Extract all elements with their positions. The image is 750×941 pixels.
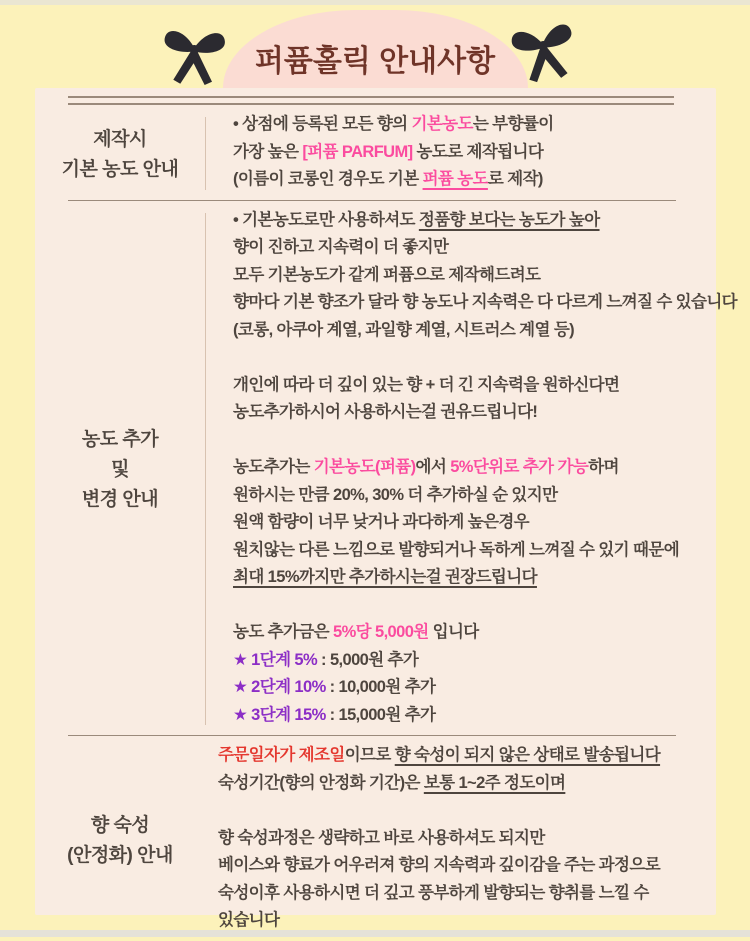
body-text: 농도 추가금은 — [233, 623, 334, 641]
ribbon-bow-icon — [503, 12, 585, 89]
section-aging-stabilization — [35, 736, 716, 941]
section-label — [35, 736, 205, 941]
body-text: 베이스와 향료가 어우러져 향의 지속력과 깊이감을 주는 과정으로 — [218, 856, 661, 874]
section-label-line: 향 숙성 — [90, 814, 150, 836]
text-line — [233, 111, 710, 139]
body-text: 농도로 제작됩니다 — [412, 142, 544, 161]
section-label — [35, 105, 205, 200]
text-line — [233, 139, 710, 167]
body-text: 원하시는 만큼 20%, 30% 더 추가하실 순 있지만 — [233, 485, 558, 504]
body-text: 향 숙성과정은 생략하고 바로 사용하셔도 되지만 — [218, 828, 545, 847]
body-text: : 5,000원 추가 — [317, 650, 419, 669]
text-line — [233, 619, 737, 647]
text-line — [233, 372, 737, 400]
notice-panel — [35, 88, 737, 929]
body-text: (코롱, 아쿠아 계열, 과일향 계열, 시트러스 계열 등) — [233, 320, 575, 339]
body-text: • 상점에 등록된 모든 향의 — [233, 115, 412, 133]
body-text: • 기본농도로만 사용하셔도 — [233, 210, 419, 229]
text-line — [218, 742, 710, 770]
text-line — [233, 317, 737, 345]
text-line — [218, 880, 710, 908]
body-text: 가장 높은 — [233, 142, 303, 161]
body-text: 정품향 보다는 농도가 높아 — [418, 210, 600, 229]
text-line — [233, 509, 737, 537]
text-line — [233, 674, 737, 702]
text-line — [233, 647, 737, 675]
section-content — [206, 105, 716, 200]
body-text: 향 숙성이 되지 않은 상태로 발송됩니다 — [394, 746, 661, 764]
body-text: 이므로 — [344, 746, 395, 764]
text-line — [218, 825, 710, 853]
highlight-text: [퍼퓸 PARFUM] — [302, 142, 413, 161]
text-line — [233, 427, 737, 455]
body-text: 최대 15%까지만 추가하시는걸 권장드립니다 — [233, 568, 537, 586]
text-line — [233, 592, 737, 620]
section-label-line: 제작시 — [93, 128, 147, 150]
section-label-line: 및 — [111, 459, 129, 481]
section-label-line: 농도 추가 — [81, 429, 159, 451]
text-line — [218, 797, 710, 825]
text-line — [233, 207, 737, 235]
section-content — [206, 201, 743, 736]
text-line — [233, 344, 737, 372]
section-label-line: 변경 안내 — [81, 489, 159, 511]
text-line — [233, 289, 737, 317]
text-line — [233, 537, 737, 565]
text-line — [233, 234, 737, 262]
highlight-text: 주문일자가 제조일 — [218, 746, 345, 764]
body-text: 보통 1~2주 정도이며 — [423, 773, 566, 792]
text-line — [233, 399, 737, 427]
highlight-text: ★ 3단계 15% — [233, 705, 326, 724]
body-text: 향마다 기본 향조가 달라 향 농도나 지속력은 다 다르게 느껴질 수 있습니다 — [233, 293, 737, 311]
body-text: 농도추가는 — [233, 458, 314, 476]
text-line — [233, 702, 737, 730]
body-text: 숙성기간(향의 안정화 기간)은 — [218, 773, 424, 792]
page-title: 퍼퓸홀릭 안내사항 — [254, 45, 496, 78]
section-content — [206, 736, 716, 941]
highlight-text: 퍼퓸 농도 — [422, 170, 488, 188]
text-line — [233, 454, 737, 482]
body-text: : 10,000원 추가 — [325, 678, 436, 696]
body-text: 하며 — [588, 458, 619, 476]
section-label-line: 기본 농도 안내 — [61, 158, 179, 180]
double-rule — [68, 96, 674, 105]
highlight-text: 기본농도(퍼퓸) — [313, 458, 416, 476]
body-text: 는 부향률이 — [472, 115, 554, 133]
body-text: 숙성이후 사용하시면 더 깊고 풍부하게 발향되는 향취를 느낄 수 — [218, 883, 649, 902]
body-text: 에서 — [415, 458, 451, 476]
body-text: 있습니다 — [218, 911, 280, 929]
highlight-text: 기본농도 — [411, 115, 473, 133]
sections-body — [35, 105, 737, 941]
section-label — [35, 201, 205, 736]
text-line — [233, 166, 710, 194]
highlight-text: ★ 2단계 10% — [233, 678, 326, 696]
section-base-concentration — [35, 105, 716, 200]
section-label-line: (안정화) 안내 — [67, 844, 173, 866]
body-text: 향이 진하고 지속력이 더 좋지만 — [233, 238, 449, 256]
body-text: 농도추가하시어 사용하시는걸 권유드립니다! — [233, 403, 538, 421]
highlight-text: 5%단위로 추가 가능 — [450, 458, 589, 476]
text-line — [233, 564, 737, 592]
bottom-edge-strip — [0, 930, 750, 937]
section-concentration-add-change — [35, 201, 737, 736]
body-text: 로 제작) — [487, 170, 543, 188]
text-line — [218, 852, 710, 880]
body-text: 모두 기본농도가 같게 퍼퓸으로 제작해드려도 — [233, 265, 541, 284]
body-text: : 15,000원 추가 — [325, 705, 436, 724]
highlight-text: ★ 1단계 5% — [233, 650, 318, 669]
highlight-text: 5%당 5,000원 — [333, 623, 429, 641]
text-line — [218, 770, 710, 798]
text-line — [233, 482, 737, 510]
body-text: (이름이 코롱인 경우도 기본 — [233, 170, 423, 188]
body-text: 개인에 따라 더 깊이 있는 향 + 더 긴 지속력을 원하신다면 — [233, 375, 620, 394]
body-text: 입니다 — [428, 623, 479, 641]
body-text: 원액 함량이 너무 낮거나 과다하게 높은경우 — [233, 513, 530, 531]
top-edge-strip — [0, 0, 750, 5]
body-text: 원치않는 다른 느낌으로 발향되거나 독하게 느껴질 수 있기 때문에 — [233, 540, 680, 559]
text-line — [233, 262, 737, 290]
